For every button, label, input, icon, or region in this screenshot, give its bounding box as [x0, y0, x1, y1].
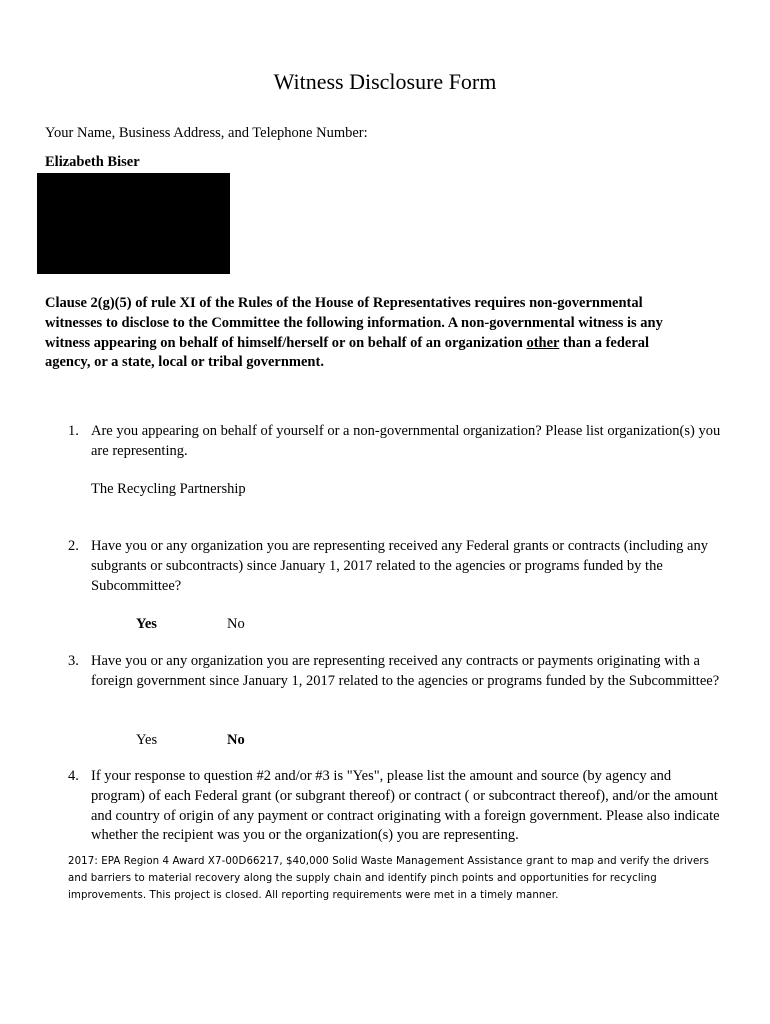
clause-paragraph	[45, 294, 685, 373]
name-address-label: Your Name, Business Address, and Telephone Number:	[45, 125, 368, 141]
question-2-yes-option[interactable]: Yes	[136, 616, 157, 632]
question-number: 3.	[68, 653, 79, 669]
question-2	[68, 537, 728, 596]
clause-text-before: Clause 2(g)(5) of rule XI of the Rules of the House of Representatives requires non-governmental witnesses to disclose to the Committee the following information. A non-governmental witness is any witness appearing on behalf of himself/herself or on behalf of an organization	[45, 295, 663, 351]
clause-text-after: than a federal agency, or a state, local or tribal government.	[45, 334, 650, 371]
question-number: 4.	[68, 768, 79, 784]
question-3-yes-option[interactable]: Yes	[136, 732, 158, 748]
question-text: Are you appearing on behalf of yourself or a non-governmental organization? Please list organization(s) you are representing.	[91, 423, 721, 459]
question-3-no-option[interactable]: No	[227, 732, 245, 748]
question-1-answer: The Recycling Partnership	[91, 481, 246, 497]
question-text: Have you or any organization you are representing received any contracts or payments originating with a foreign government since January 1, 2017 related to the agencies or programs funded by the Subcommittee?	[91, 653, 720, 689]
question-1	[68, 422, 728, 462]
redacted-contact-block	[37, 173, 230, 274]
question-text: Have you or any organization you are representing received any Federal grants or contracts (including any subgrants or subcontracts) since January 1, 2017 related to the agencies or programs funded by the Subcommittee?	[91, 538, 708, 594]
clause-underlined-word: other	[526, 334, 560, 351]
question-number: 2.	[68, 538, 79, 554]
question-3	[68, 652, 728, 692]
question-2-no-option[interactable]: No	[227, 616, 245, 632]
witness-name: Elizabeth Biser	[45, 154, 140, 170]
question-text: If your response to question #2 and/or #3 is "Yes", please list the amount and source (by agency and program) of each Federal grant (or subgrant thereof) or contract ( or subcontract thereof), and/or the amount and country of origin of any payment or contract originating with a foreign government. Please also indicate whether the recipient was you or the organization(s) you are representing.	[91, 768, 720, 844]
question-number: 1.	[68, 423, 79, 439]
question-4-answer: 2017: EPA Region 4 Award X7-00D66217, $40,000 Solid Waste Management Assistance grant to map and verify the drivers and barriers to material recovery along the supply chain and identify pinch points and opportunities for recycling improvements. This project is closed. All reporting requirements were met in a timely manner.	[68, 856, 710, 901]
question-4	[68, 767, 728, 846]
form-title: Witness Disclosure Form	[273, 69, 497, 94]
